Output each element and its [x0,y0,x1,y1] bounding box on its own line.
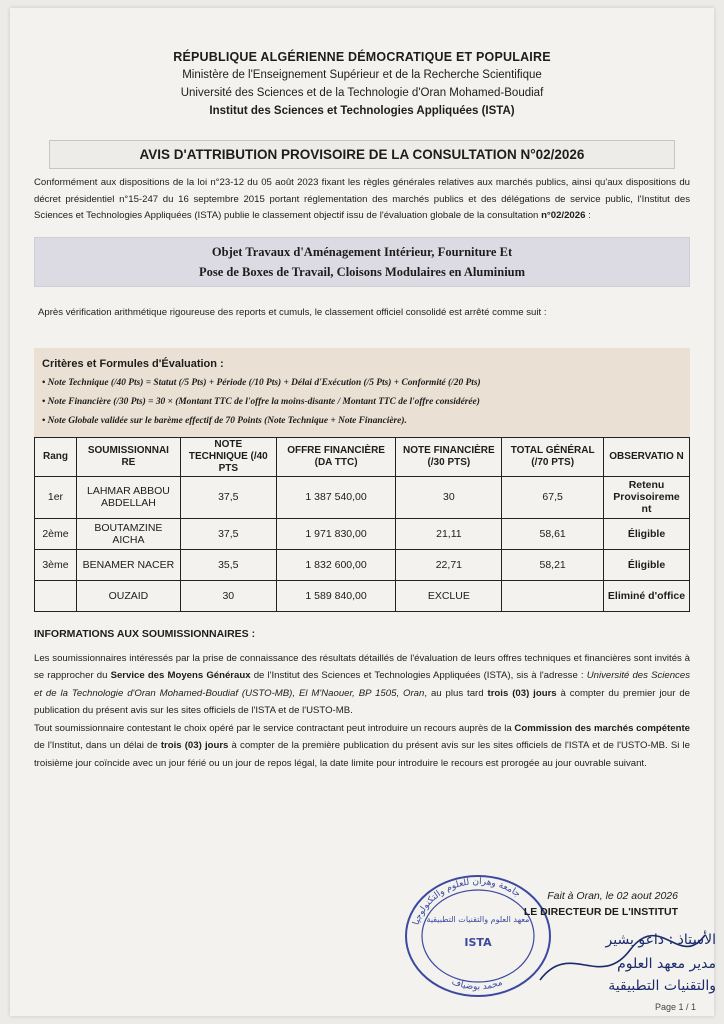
stamp-ista: ISTA [464,936,492,949]
cell-technical: 37,5 [180,518,276,549]
cell-rank: 1er [35,476,77,518]
criteria-line-global: • Note Globale validée sur le barème effectif de 70 Points (Note Technique + Note Financière). [42,415,407,426]
cell-bidder: BOUTAMZINE AICHA [76,518,180,549]
criteria-title: Critères et Formules d'Évaluation : [42,357,224,370]
cell-offer: 1 589 840,00 [276,580,396,611]
cell-rank: 2ème [35,518,77,549]
university-name: Université des Sciences et de la Technologie d'Oran Mohamed-Boudiaf [180,87,544,99]
info-text: , au plus tard [424,687,488,699]
cell-total: 58,61 [502,518,604,549]
cell-financial: 22,71 [396,549,502,580]
header-observation: OBSERVATIO N [604,437,690,476]
cell-offer: 1 832 600,00 [276,549,396,580]
ranking-table [34,437,690,612]
object-line-2: Pose de Boxes de Travail, Cloisons Modulaires en Aluminium [198,264,526,279]
notice-title: AVIS D'ATTRIBUTION PROVISOIRE DE LA CONSULTATION N°02/2026 [49,140,675,169]
intro-text: Conformément aux dispositions de la loi n°23-12 du 05 août 2023 fixant les règles générales relatives aux marchés publics, ainsi qu'aux dispositions du décret présidentiel n°15-247 du 16 septembre 2015 portant réglementation des marchés publics et des délégations de service public, l'Institut des Sciences et Technologies Appliquées (ISTA) publie le classement objectif issu de l'évaluation globale de la consultation [34,177,690,221]
cell-observation: Éligible [604,549,690,580]
table-row [35,476,690,518]
object-box [34,237,690,287]
table-header-row [35,437,690,476]
cell-bidder: LAHMAR ABBOU ABDELLAH [76,476,180,518]
signature-arabic-line-2: مدير معهد العلوم [617,956,716,972]
republic-title: RÉPUBLIQUE ALGÉRIENNE DÉMOCRATIQUE ET POPULAIRE [173,50,551,64]
cell-observation: Éligible [604,518,690,549]
table-row [35,518,690,549]
info-text: Tout soumissionnaire contestant le choix opéré par le service contractant peut introduire un recours auprès de la [34,722,515,734]
header-total: TOTAL GÉNÉRAL (/70 PTS) [502,437,604,476]
cell-observation: Eliminé d'office [604,580,690,611]
ministry-name: Ministère de l'Enseignement Supérieur et de la Recherche Scientifique [182,69,542,81]
cell-total: 58,21 [502,549,604,580]
info-text: à compter de la première publication du présent avis sur les sites officiels de l'ISTA et de l'USTO-MB. Si le troisième jour coïncide avec un jour férié ou un jour de repos légal, la date limite pour introduire le recours est prorogée au jour ouvrable suivant. [34,740,690,769]
criteria-line-financial: • Note Financière (/30 Pts) = 30 × (Montant TTC de l'offre la moins-disante / Montant TTC de l'offre considérée) [42,396,480,407]
cell-technical: 30 [180,580,276,611]
info-text: de l'Institut, dans un délai de [34,740,161,751]
header-technical-score: NOTE TECHNIQUE (/40 PTS [180,437,276,476]
header-rang: Rang [35,437,77,476]
table-row [35,549,690,580]
cell-bidder: OUZAID [76,580,180,611]
cell-financial: 30 [396,476,502,518]
letterhead [10,8,714,120]
signature-arabic-line-3: والتقنيات التطبيقية [608,978,716,994]
cell-offer: 1 387 540,00 [276,476,396,518]
information-title: INFORMATIONS AUX SOUMISSIONNAIRES : [34,627,256,640]
info-text: à compter du premier jour de publication du présent avis sur les sites officiels de l'ISTA et de l'USTO-MB. [34,687,690,716]
stamp-institute-arabic: معهد العلوم والتقنيات التطبيقية [426,915,530,924]
cell-rank: 3ème [35,549,77,580]
cell-total [502,580,604,611]
info-text: Les soumissionnaires intéressés par la prise de connaissance des résultats détaillés de l'évaluation de leurs offres techniques et financières sont invités à se rapprocher du [34,652,690,681]
director-arabic-signature [530,920,720,1000]
cell-offer: 1 971 830,00 [276,518,396,549]
info-address: Université des Sciences et de la Technologie d'Oran Mohamed-Boudiaf (USTO-MB), El M'Naouer, BP 1505, Oran [34,670,690,699]
object-line-1: Objet Travaux d'Aménagement Intérieur, Fourniture Et [211,244,513,259]
info-service-name: Service des Moyens Généraux [110,670,251,681]
info-deadline: trois (03) jours [160,740,229,751]
cell-observation: Retenu Provisoireme nt [604,476,690,518]
table-row [35,580,690,611]
page-number: Page 1 / 1 [654,1002,696,1012]
cell-financial: 21,11 [396,518,502,549]
intro-end: : [585,210,591,221]
stamp-arc-bottom: محمد بوضياف [450,977,504,993]
information-paragraph-2 [34,720,690,773]
header-financial-offer: OFFRE FINANCIÈRE (DA TTC) [276,437,396,476]
cell-bidder: BENAMER NACER [76,549,180,580]
cell-technical: 37,5 [180,476,276,518]
stamp-arc-top: جامعة وهران للعلوم والتكنولوجيا [411,876,523,927]
info-text: de l'Institut des Sciences et Technologies Appliquées (ISTA), sis à l'adresse : [250,670,587,681]
info-commission: Commission des marchés compétente [514,722,690,734]
cell-rank [35,580,77,611]
signature-block [524,888,678,920]
criteria-box [34,348,690,437]
intro-consultation-number: n°02/2026 [541,210,586,221]
criteria-line-technical: • Note Technique (/40 Pts) = Statut (/5 Pts) + Période (/10 Pts) + Délai d'Exécution (/5 Pts) + Conformité (/20 Pts) [42,377,481,388]
cell-technical: 35,5 [180,549,276,580]
header-financial-score: NOTE FINANCIÈRE (/30 PTS) [396,437,502,476]
header-bidder: SOUMISSIONNAI RE [76,437,180,476]
cell-financial: EXCLUE [396,580,502,611]
place-date: Fait à Oran, le 02 aout 2026 [547,890,678,902]
document-page [10,8,714,1016]
cell-total: 67,5 [502,476,604,518]
intro-paragraph [34,175,690,225]
director-title: LE DIRECTEUR DE L'INSTITUT [523,906,678,918]
verification-statement: Après vérification arithmétique rigoureuse des reports et cumuls, le classement officiel consolidé est arrêté comme suit : [38,306,547,318]
information-paragraph-1 [34,650,690,720]
institute-name: Institut des Sciences et Technologies Appliquées (ISTA) [209,105,515,117]
info-deadline: trois (03) jours [487,687,557,699]
signature-arabic-line-1: الأستاذ : داعو بشير [605,932,716,948]
